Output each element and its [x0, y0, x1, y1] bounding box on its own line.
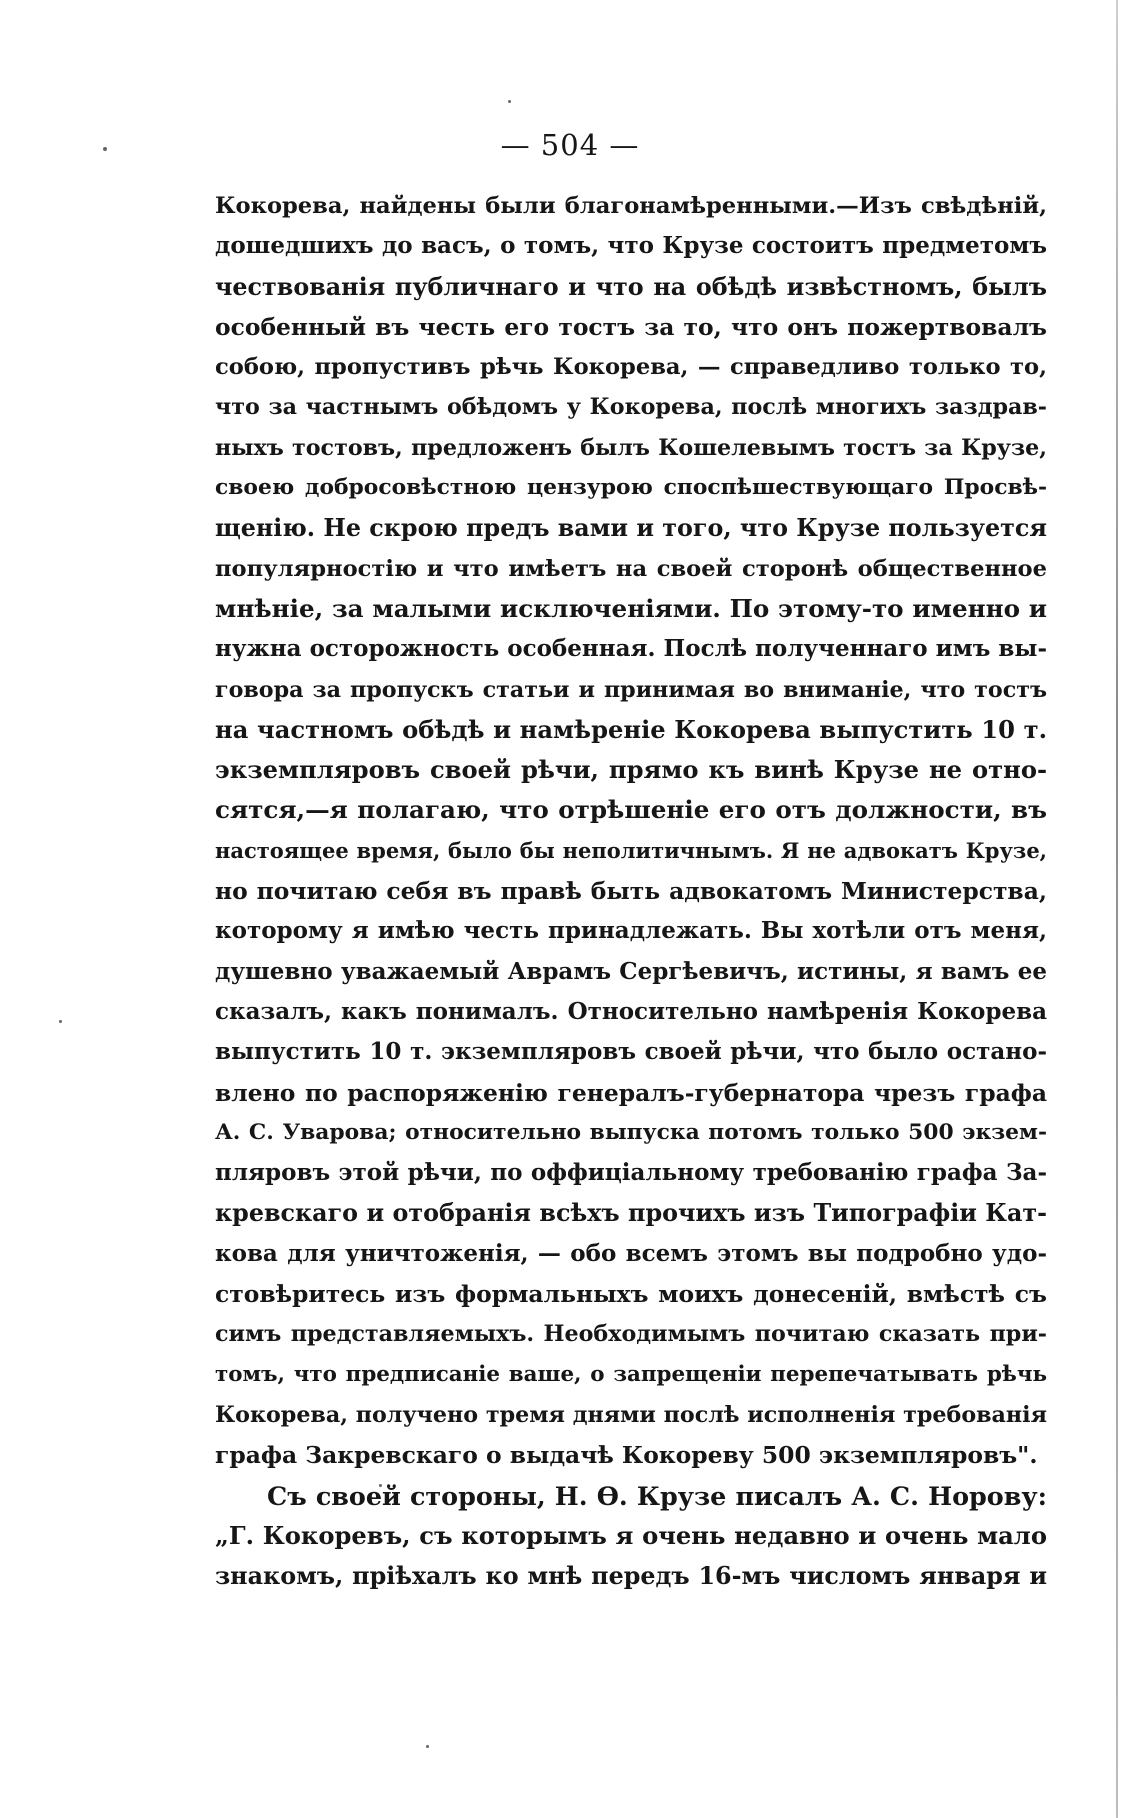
text-line: влено по распоряженію генералъ-губернатора чрезъ графа [215, 1078, 1047, 1107]
text-line: „Г. Кокоревъ, съ которымъ я очень недавно и очень мало [215, 1520, 1047, 1550]
text-line: экземпляровъ своей рѣчи, прямо къ винѣ Крузе не отно- [215, 755, 1047, 785]
text-line: что за частнымъ обѣдомъ у Кокорева, послѣ многихъ заздрав- [215, 394, 1047, 421]
text-line: сятся,—я полагаю, что отрѣшеніе его отъ должности, въ [215, 795, 1047, 825]
text-line: пляровъ этой рѣчи, по оффиціальному требованію графа За- [215, 1159, 1047, 1187]
text-line: щенію. Не скрою предъ вами и того, что Крузе пользуется [215, 514, 1047, 543]
text-line: особенный въ честь его тостъ за то, что онъ пожертвовалъ [215, 312, 1047, 341]
scan-edge-shadow [1116, 0, 1118, 1818]
text-line: стовѣритесь изъ формальныхъ моихъ донесеній, вмѣстѣ съ [215, 1280, 1047, 1309]
text-line: А. С. Уварова; относительно выпуска потомъ только 500 экзем- [215, 1119, 1047, 1145]
ink-speck [426, 1745, 429, 1748]
text-line: собою, пропустивъ рѣчь Кокорева, — справедливо только то, [215, 354, 1047, 381]
text-line: которому я имѣю честь принадлежать. Вы хотѣли отъ меня, [215, 917, 1047, 945]
text-line: выпустить 10 т. экземпляровъ своей рѣчи, что было остано- [215, 1038, 1047, 1066]
page-number: — 504 — [500, 128, 640, 162]
text-line: кревскаго и отобранія всѣхъ прочихъ изъ Типографіи Кат- [215, 1199, 1047, 1228]
text-line: дошедшихъ до васъ, о томъ, что Крузе состоитъ предметомъ [215, 232, 1047, 260]
text-line: популярностію и что имѣетъ на своей сторонѣ общественное [215, 555, 1047, 582]
text-line: настоящее время, было бы неполитичнымъ. Я не адвокатъ Крузе, [215, 837, 1047, 863]
ink-speck [59, 1020, 62, 1023]
text-line: Кокорева, найдены были благонамѣренными.—Изъ свѣдѣній, [215, 193, 1047, 219]
body-text [215, 186, 1047, 1596]
text-line-paragraph-start: Съ своей стороны, Н. Ѳ. Крузе писалъ А. С. Норову: [267, 1480, 1047, 1511]
text-line: мнѣніе, за малыми исключеніями. По этому-то именно и [215, 593, 1047, 623]
text-line-paragraph-end: графа Закревскаго о выдачѣ Кокореву 500 экземпляровъ". [215, 1441, 1038, 1470]
text-line: чествованія публичнаго и что на обѣдѣ извѣстномъ, былъ [215, 272, 1047, 301]
text-line: нужна осторожность особенная. Послѣ полученнаго имъ вы- [215, 635, 1047, 663]
text-line: симъ представляемыхъ. Необходимымъ почитаю сказать при- [215, 1321, 1047, 1348]
text-line: Кокорева, получено тремя днями послѣ исполненія требованія [215, 1401, 1047, 1428]
text-line: томъ, что предписаніе ваше, о запрещеніи перепечатывать рѣчь [215, 1361, 1047, 1387]
text-line: сказалъ, какъ понималъ. Относительно намѣренія Кокорева [215, 997, 1047, 1025]
text-line: душевно уважаемый Аврамъ Сергѣевичъ, истины, я вамъ ее [215, 957, 1047, 985]
text-line: кова для уничтоженія, — обо всемъ этомъ вы подробно удо- [215, 1239, 1047, 1267]
text-line: на частномъ обѣдѣ и намѣреніе Кокорева выпустить 10 т. [215, 714, 1047, 744]
text-line: говора за пропускъ статьи и принимая во вниманіе, что тостъ [215, 676, 1047, 703]
text-line: своею добросовѣстною цензурою споспѣшествующаго Просвѣ- [215, 475, 1047, 501]
text-line: знакомъ, пріѣхалъ ко мнѣ передъ 16-мъ числомъ января и [215, 1562, 1047, 1591]
text-line: ныхъ тостовъ, предложенъ былъ Кошелевымъ тостъ за Крузе, [215, 434, 1047, 461]
ink-speck [508, 100, 511, 103]
text-line: но почитаю себя въ правѣ быть адвокатомъ Министерства, [215, 877, 1047, 906]
